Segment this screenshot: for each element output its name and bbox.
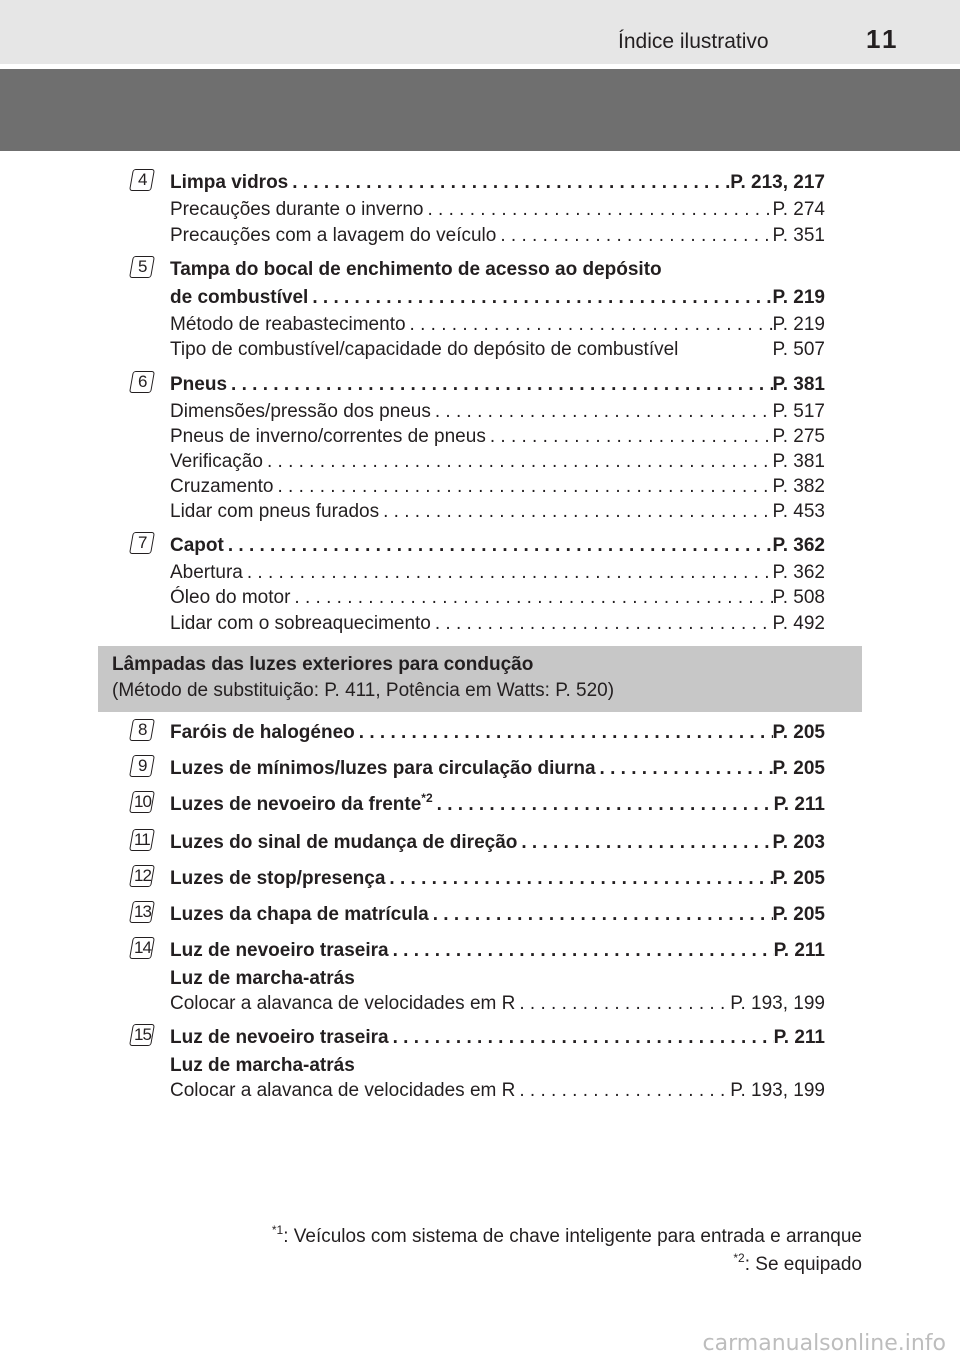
entry-row: Luzes de nevoeiro da frente$^{*2}$ . . . P. 211	[170, 794, 825, 816]
entry-row: Pneus . . . P. 381	[170, 374, 825, 396]
watermark: carmanualsonline.info	[702, 1331, 946, 1356]
entry-row: Luz de nevoeiro traseira . . . P. 211	[170, 940, 825, 962]
item-badge: 15	[129, 1024, 155, 1046]
entry-row: Luzes de stop/presença . . . P. 205	[170, 868, 825, 890]
entry-row: Luzes do sinal de mudança de direção . . . P. 203	[170, 832, 825, 854]
lamps-title: Lâmpadas das luzes exteriores para condução	[112, 654, 534, 675]
lamps-header-box	[98, 646, 862, 712]
entry-row: Luzes de mínimos/luzes para circulação diurna . . . P. 205	[170, 758, 825, 780]
sub-entry-row: Pneus de inverno/correntes de pneus . . . P. 275	[170, 426, 825, 448]
sub-entry-row: Verificação . . . P. 381	[170, 451, 825, 473]
lamps-subtitle: (Método de substituição: P. 411, Potência em Watts: P. 520)	[112, 680, 615, 701]
sub-entry-row: Colocar a alavanca de velocidades em R . . . P. 193, 199	[170, 1080, 825, 1102]
sub-entry-row: Cruzamento . . . P. 382	[170, 476, 825, 498]
sub-entry-row: Tipo de combustível/capacidade do depósito de combustível P. 507	[170, 339, 825, 360]
sub-entry-row: Método de reabastecimento . . . P. 219	[170, 314, 825, 336]
entry-title-line: Tampa do bocal de enchimento de acesso ao depósito	[170, 259, 662, 280]
item-badge: 6	[129, 371, 155, 393]
item-badge: 10	[129, 791, 155, 813]
entry-row: Capot . . . P. 362	[170, 535, 825, 557]
item-badge: 14	[129, 937, 155, 959]
entry-row: Faróis de halogéneo . . . P. 205	[170, 722, 825, 744]
header-bar	[0, 0, 960, 64]
entry-row: Luz de nevoeiro traseira . . . P. 211	[170, 1027, 825, 1049]
sub-entry-row: Colocar a alavanca de velocidades em R . . . P. 193, 199	[170, 993, 825, 1015]
footnote-mark: *2	[421, 791, 433, 805]
entry-title-line: Luz de marcha-atrás	[170, 968, 355, 989]
sub-entry-row: Abertura . . . P. 362	[170, 562, 825, 584]
section-title: Índice ilustrativo	[618, 30, 769, 53]
sub-entry-row: Precauções durante o inverno . . . P. 274	[170, 199, 825, 221]
item-badge: 5	[129, 256, 155, 278]
footnote-2: $^{*2}$: Se equipado	[733, 1251, 862, 1275]
entry-title-line: Luz de marcha-atrás	[170, 1055, 355, 1076]
item-badge: 4	[129, 169, 155, 191]
item-badge: 11	[129, 829, 155, 851]
item-badge: 7	[129, 532, 155, 554]
sub-entry-row: Lidar com o sobreaquecimento . . . P. 492	[170, 613, 825, 635]
entry-row: Limpa vidros . . . P. 213, 217	[170, 172, 825, 194]
sub-entry-row: Precauções com a lavagem do veículo . . . P. 351	[170, 225, 825, 247]
sub-entry-row: Óleo do motor . . . P. 508	[170, 587, 825, 609]
item-badge: 13	[129, 901, 155, 923]
item-badge: 12	[129, 865, 155, 887]
sub-entry-row: Lidar com pneus furados . . . P. 453	[170, 501, 825, 523]
page-number: 11	[866, 24, 900, 54]
entry-row: de combustível . . . P. 219	[170, 287, 825, 309]
sub-entry-row: Dimensões/pressão dos pneus . . . P. 517	[170, 401, 825, 423]
footnote-1: $^{*1}$: Veículos com sistema de chave inteligente para entrada e arranque	[271, 1223, 862, 1247]
item-badge: 8	[129, 719, 155, 741]
item-badge: 9	[129, 755, 155, 777]
illustration-band	[0, 69, 960, 151]
entry-row: Luzes da chapa de matrícula . . . P. 205	[170, 904, 825, 926]
